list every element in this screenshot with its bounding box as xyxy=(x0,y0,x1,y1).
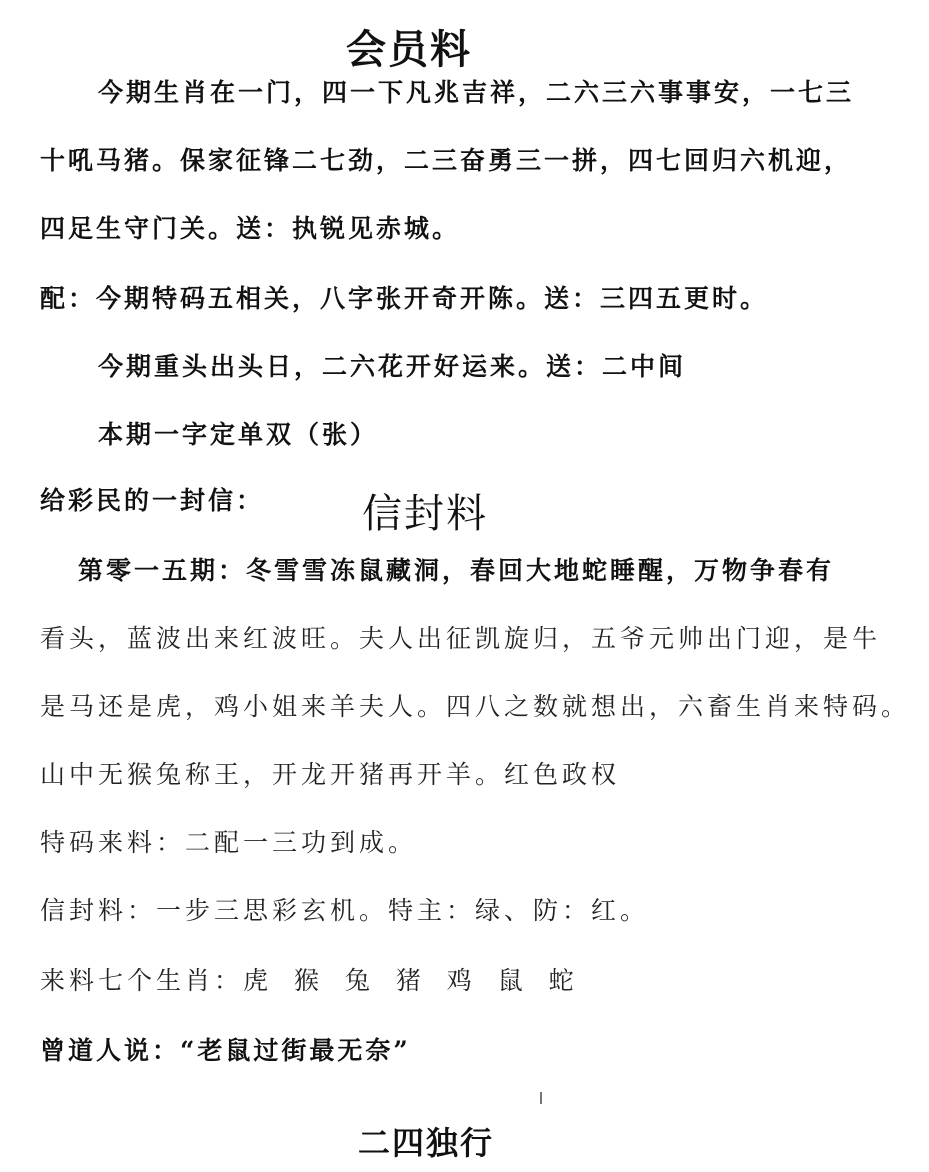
member-paragraph-line-2: 十吼马猪。保家征锋二七劲，二三奋勇三一拼，四七回归六机迎， xyxy=(40,146,853,175)
envelope-paragraph-line-3: 是马还是虎，鸡小姐来羊夫人。四八之数就想出，六畜生肖来特码。 xyxy=(40,692,911,721)
member-paragraph-line-1: 今期生肖在一门，四一下凡兆吉祥，二六三六事事安，一七三 xyxy=(98,78,855,107)
repeat-head-line: 今期重头出头日，二六花开好运来。送：二中间 xyxy=(98,352,687,381)
envelope-paragraph-line-4: 山中无猴兔称王，开龙开猪再开羊。红色政权 xyxy=(40,760,621,789)
envelope-paragraph-line-1: 第零一五期：冬雪雪冻鼠藏洞，春回大地蛇睡醒，万物争春有 xyxy=(78,556,835,585)
envelope-paragraph-line-2: 看头，蓝波出来红波旺。夫人出征凯旋归，五爷元帅出门迎，是牛 xyxy=(40,624,882,653)
quote-line: 曾道人说：“老鼠过街最无奈” xyxy=(40,1036,411,1065)
envelope-material-line: 信封料：一步三思彩玄机。特主：绿、防：红。 xyxy=(40,896,650,925)
stray-mark xyxy=(540,1092,542,1104)
letter-label: 给彩民的一封信： xyxy=(40,486,265,515)
last-title: 二四独行 xyxy=(358,1124,495,1162)
pei-line: 配：今期特码五相关，八字张开奇开陈。送：三四五更时。 xyxy=(40,284,769,313)
envelope-title: 信封料 xyxy=(362,491,488,537)
special-code-line: 特码来料：二配一三功到成。 xyxy=(40,828,418,857)
single-double-line: 本期一字定单双（张） xyxy=(98,420,379,449)
member-paragraph-line-3: 四足生守门关。送：执锐见赤城。 xyxy=(40,214,461,243)
member-title: 会员料 xyxy=(346,27,472,73)
seven-zodiac-line: 来料七个生肖：虎 猴 兔 猪 鸡 鼠 蛇 xyxy=(40,966,578,995)
